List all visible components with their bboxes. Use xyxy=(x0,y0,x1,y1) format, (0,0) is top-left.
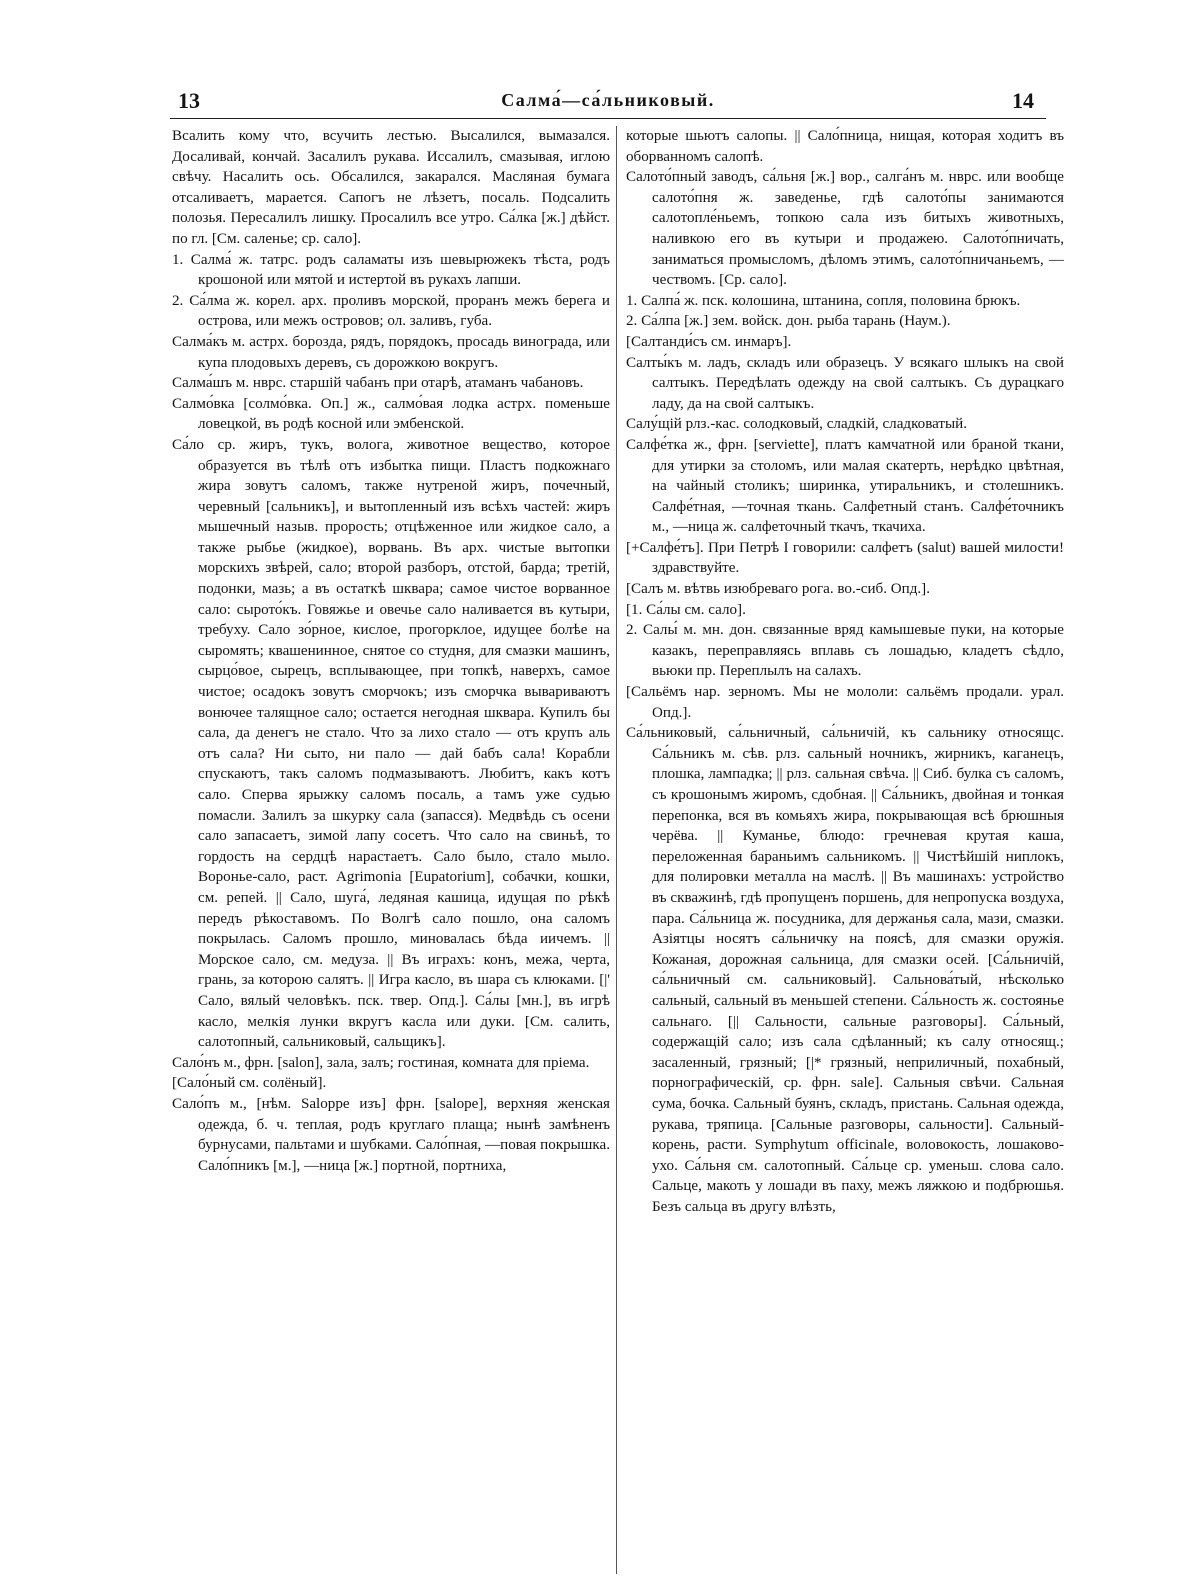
dictionary-entry: 2. Са́лпа [ж.] зем. войск. дон. рыба тарань (Наум.). xyxy=(626,313,951,330)
dictionary-entry: [1. Са́лы см. сало]. xyxy=(626,601,746,618)
dictionary-entry: [Салъ м. вѣтвь изюбреваго рога. во.-сиб. Опд.]. xyxy=(626,581,930,598)
dictionary-entry: Всалить кому что, всучить лестью. Высалился, вымазался. Досаливай, кончай. Засалилъ рукава. Исcалилъ, смазывая, иглою свѣчу. Насалить ось. Обсалился, закарался. Масляная бумага отсаливаетъ, марается. Сапогъ не лѣзетъ, посаль. Подсалить полозья. Пересалилъ лишку. Просалилъ все утро. Са́лка [ж.] дѣйст. по гл. [См. саленье; ср. сало]. xyxy=(172,128,610,247)
dictionary-entry: Сало́пъ м., [нѣм. Saloppe изъ] фрн. [salope], верхняя женская одежда, б. ч. теплая, родъ круглаго плаща; нынѣ замѣненъ бурнусами, пальтами и шубками. Сало́пная, —повая покрышка. Сало́пникъ [м.], —ница [ж.] портной, портниха, xyxy=(172,1095,610,1174)
dictionary-entry: которые шьютъ салопы. || Сало́пница, нищая, которая ходитъ въ оборванномъ салопѣ. xyxy=(626,128,1064,165)
page-number-left: 13 xyxy=(178,88,200,113)
dictionary-entry: 1. Салма́ ж. татрс. родъ саламаты изъ шевырюжекъ тѣста, родъ крошоной или мятой и истертой въ рукахъ лапши. xyxy=(172,251,610,289)
dictionary-entry: 1. Салпа́ ж. пск. колошина, штанина, сопля, половина брюкъ. xyxy=(626,292,1021,309)
header-rule xyxy=(170,118,1046,119)
dictionary-entry: 2. Са́лма ж. корел. арх. проливъ морской, проранъ межъ берега и острова, или межъ островов; ол. заливъ, губа. xyxy=(172,292,610,330)
dictionary-entry: Салу́щій рлз.-кас. солодковый, сладкій, сладковатый. xyxy=(626,416,968,433)
dictionary-entry: Са́льниковый, са́льничный, са́льничій, къ сальнику относящс. Са́льникъ м. сѣв. рлз. сальный ночникъ, жирникъ, каганецъ, плошка, лампадка; || рлз. сальная свѣча. || Сиб. булка съ саломъ, съ крошонымъ жиромъ, сдобная. || Са́льникъ, двойная и тонкая перепонка, вся въ комьяхъ жира, покрывающая всѣ брюшныя черёва. || Куманье, блюдо: гречневая крутая каша, переложенная бараньимъ сальникомъ. || Чистѣйшій ниплокъ, для полировки металла на маслѣ. || Въ машинахъ: устройство въ скважинѣ, гдѣ пропущенъ поршень, для непропуска воздуха, пара. Са́льница ж. посудника, для держанья сала, мази, смазки. Азіятцы носятъ са́льничку на поясѣ, для смазки оружія. Кожаная, дорожная сальница, для смазки осей. [Са́льничій, са́льничный см. сальниковый]. Сальнова́тый, нѣсколько сальный, сальный въ меньшей степени. Са́льность ж. состоянье сальнаго. [|| Сальности, сальные разговоры]. Са́льный, содержащій сало; изъ сала сдѣланный; къ салу относящ.; засаленный, грязный; [|* грязный, неприличный, похабный, порнографическій, ср. фрн. sale]. Сальныя свѣчи. Сальная сума, бочка. Сальный буянъ, складъ, пристань. Сальная одежда, рукава, тряпица. [Сальные разговоры, сальности]. Сальный-корень, расти. Symphytum officinale, воловокость, лошаково-ухо. Са́льня см. салотопный. Са́льце ср. уменьш. слова сало. Сальце, макоть у лошади въ паху, межъ ляжкою и подбрюшья. Безъ сальца въ другу влѣзть, xyxy=(626,725,1064,1215)
dictionary-entry: Салма́къ м. астрх. борозда, рядъ, порядокъ, просадь винограда, или купа плодовыхъ деревъ, съ дорожкою вокругъ. xyxy=(172,333,610,371)
right-column xyxy=(626,126,1064,1576)
page-header xyxy=(170,88,1046,122)
page-number-right: 14 xyxy=(1012,88,1034,113)
dictionary-entry: [Сало́ный см. солёный]. xyxy=(172,1075,327,1092)
dictionary-entry: [+Салфе́тъ]. При Петрѣ I говорили: салфетъ (salut) вашей милости! здравствуйте. xyxy=(626,539,1064,577)
dictionary-entry: Салмо́вка [солмо́вка. Оп.] ж., салмо́вая лодка астрх. поменьше ловецкой, въ родѣ косной или эмбенской. xyxy=(172,395,610,433)
left-column xyxy=(172,126,610,1576)
dictionary-entry: Салфе́тка ж., фрн. [serviette], платъ камчатной или браной ткани, для утирки за столомъ, или малая скатерть, нерѣдко цвѣтная, на чайный столикъ; ширинка, утиральникъ, и столешникъ. Салфе́тная, —точная ткань. Салфетный станъ. Салфе́точникъ м., —ница ж. салфеточный ткачъ, ткачиха. xyxy=(626,436,1064,536)
running-title: Салма́—са́льниковый. xyxy=(501,90,715,110)
column-divider xyxy=(616,126,617,1574)
dictionary-entry: Са́ло ср. жиръ, тукъ, волога, животное вещество, которое образуется въ тѣлѣ отъ избытка пищи. Пластъ подкожнаго жира зовутъ саломъ, также нутреной жиръ, почечный, черевный [сальникъ], и вытопленный изъ всѣхъ частей: жиръ мышечный назыв. прорость; отцѣженное или жидкое сало, а также рыбье (жидкое), ворвань. Въ арх. чистые вытопки морскихъ звѣрей, сало; второй разборъ, отстой, барда; третій, подонки, мазь; а въ остаткѣ шквара; самое чистое ворванное сало: сырото́къ. Говяжье и овечье сало наливается въ кутыри, требуху. Сало зо́рное, кислое, прогорклое, идущее болѣе на сыромять; квашенинное, снятое со студня, для смазки машинъ, сырцо́вое, сырецъ, всплывающее, при топкѣ, наверхъ, самое чистое; осадокъ зовутъ сморчокъ; изъ сморчка вывариваютъ вонючее талящное сало; остается негодная шквара. Купилъ бы сала, да денегъ не стало. Что за лихо стало — отъ крупъ аль отъ сала? Ни сыто, ни пало — дай бабъ сала! Корабли спускаютъ, такъ саломъ подмазываютъ. Любитъ, какъ котъ сало. Сперва ярыжку саломъ посаль, а тамъ уже судью помасли. Залилъ за шкурку сала (запасся). Медвѣдь съ осени сало запасаетъ, зимой лапу сосетъ. Что сало на свиньѣ, то гордость на сердцѣ нарастаетъ. Сало было, стало мыло. Воронье-сало, раст. Agrimonia [Eupatorium], собачки, кошки, см. репей. || Сало, шуга́, ледяная кашица, идущая по рѣкѣ передъ рѣкоставомъ. По Волгѣ сало пошло, она саломъ покрылась. Саломъ прошло, миновалась бѣда иичемъ. || Морское сало, см. медуза. || Въ играхъ: конъ, межа, черта, грань, за которою салятъ. || Игра касло, въ шара съ клюками. [|' Сало, вялый человѣкъ. пск. твер. Опд.]. Са́лы [мн.], въ игрѣ касло, мелкія лунки вкругъ касла или дуки. [См. салить, салотопный, сальниковый, сальщикъ]. xyxy=(172,436,610,1051)
dictionary-entry: Сало́нъ м., фрн. [salon], зала, залъ; гостиная, комната для пріема. xyxy=(172,1054,590,1071)
dictionary-entry: [Салтанди́съ см. инмаръ]. xyxy=(626,333,792,350)
dictionary-entry: Салты́къ м. ладъ, складъ или образецъ. У всякаго шлыкъ на свой салтыкъ. Передѣлать одежду на свой салтыкъ. Съ дурацкаго ладу, да на свой салтыкъ. xyxy=(626,354,1064,412)
dictionary-entry: Салма́шъ м. нврс. старшій чабанъ при отарѣ, атаманъ чабановъ. xyxy=(172,375,584,392)
dictionary-entry: 2. Салы́ м. мн. дон. связанные вряд камышевые пуки, на которые казакъ, переправляясь вплавь съ лошадью, кладетъ сѣдло, вьюки пр. Переплылъ на салахъ. xyxy=(626,622,1064,680)
dictionary-entry: Салото́пный заводъ, са́льня [ж.] вор., салга́нъ м. нврс. или вообще салото́пня ж. заведенье, гдѣ салото́пы занимаются салотопле́ньемъ, топкою сала изъ битыхъ животныхъ, наливкою его въ кутыри и продажею. Салото́пничать, заниматься промысломъ, дѣломъ этимъ, салото́пничаньемъ, —чествомъ. [Ср. сало]. xyxy=(626,169,1064,289)
dictionary-entry: [Сальёмъ нар. зерномъ. Мы не мололи: сальёмъ продали. урал. Опд.]. xyxy=(626,684,1064,721)
